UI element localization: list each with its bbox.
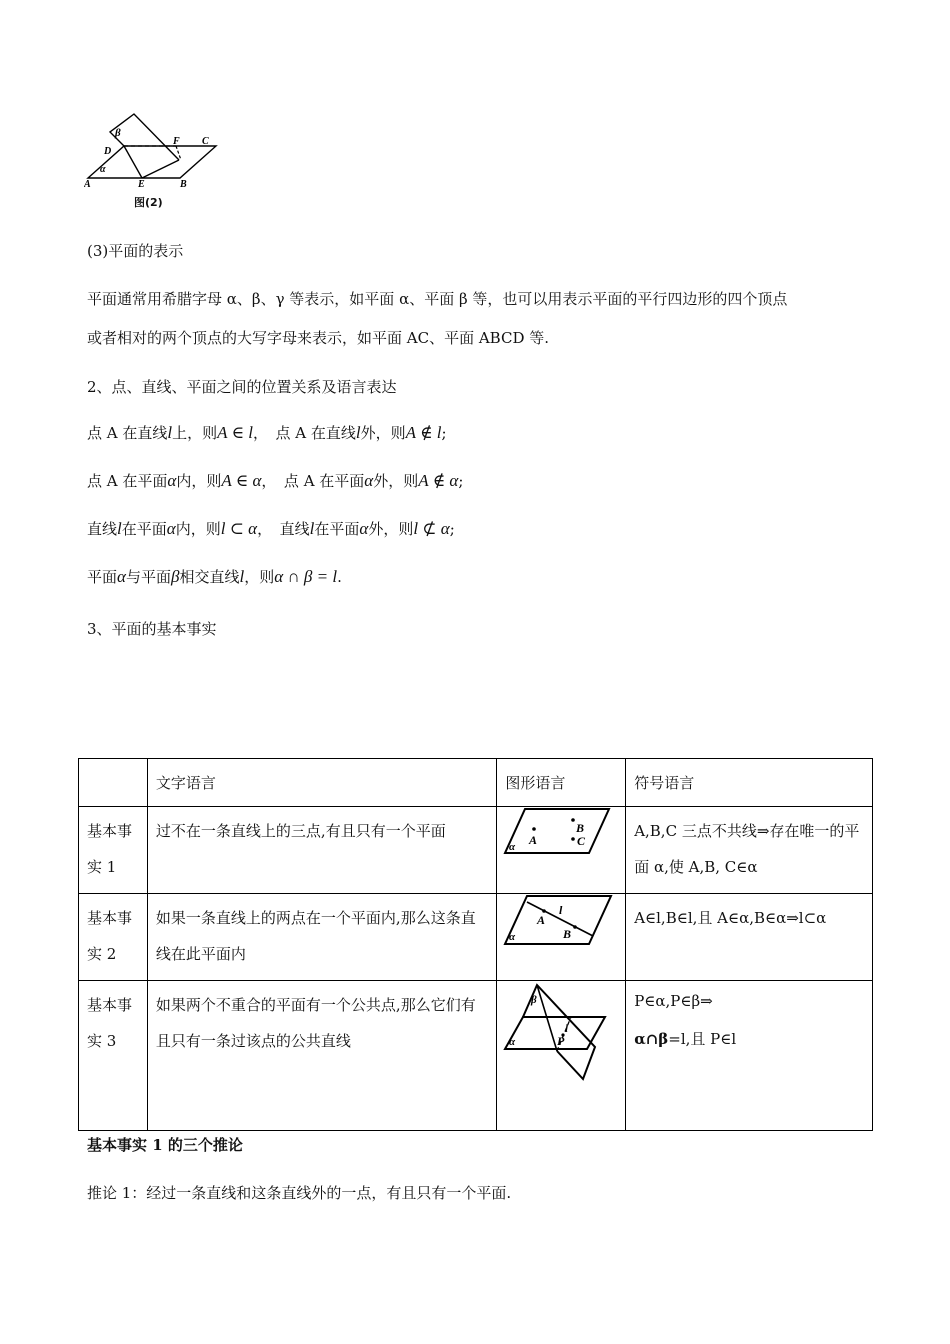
fact2-label-alpha: α <box>509 931 516 943</box>
fact2-label-B: B <box>563 927 572 941</box>
fact-figure-cell <box>497 807 626 894</box>
fact1-label-B: B <box>576 821 585 835</box>
fact-figure-cell <box>497 894 626 981</box>
fig2-label-F: F <box>173 136 180 147</box>
fig2-label-E: E <box>138 179 145 190</box>
relation-plane-plane: 平面α与平面β相交直线l，则α ∩ β = l. <box>87 567 342 586</box>
relation-point-line: 点 A 在直线l上，则A ∈ l， 点 A 在直线l外，则A ∉ l; <box>87 423 447 442</box>
table-header-cell: 文字语言 <box>147 759 496 807</box>
formula-alpha-cap-beta: α ∩ β = l <box>274 567 338 586</box>
fact3-label-beta: β <box>531 994 537 1006</box>
fig2-label-B: B <box>180 179 187 190</box>
table-header-cell: 图形语言 <box>497 759 626 807</box>
fact3-figure <box>497 981 625 1091</box>
corollary-heading: 基本事实 1 的三个推论 <box>87 1136 243 1154</box>
fact-name: 基本事实 1 <box>79 807 148 894</box>
fig2-label-alpha: α <box>100 164 106 175</box>
fact1-label-alpha: α <box>509 841 516 853</box>
fact3-label-P: P <box>557 1034 565 1048</box>
section-heading-relations: 2、点、直线、平面之间的位置关系及语言表达 <box>87 378 397 396</box>
paragraph-representation-line2: 或者相对的两个顶点的大写字母来表示，如平面 AC、平面 ABCD 等. <box>87 329 550 347</box>
fact3-label-l: l <box>565 1023 569 1035</box>
fact-figure-cell <box>497 981 626 1131</box>
formula-l-notsubset-alpha: l ⊄ α <box>413 519 450 538</box>
relation-point-plane: 点 A 在平面α内，则A ∈ α， 点 A 在平面α外，则A ∉ α; <box>87 471 464 490</box>
fact1-label-C: C <box>577 834 586 848</box>
fact2-label-A: A <box>537 913 546 927</box>
formula-l-subset-alpha: l ⊂ α <box>220 519 258 538</box>
fact-text: 如果一条直线上的两点在一个平面内,那么这条直线在此平面内 <box>147 894 496 981</box>
table-header-row <box>79 759 873 807</box>
table-row <box>79 807 873 894</box>
formula-A-notin-alpha: A ∉ α <box>418 471 459 490</box>
fact3-symbol-line1: P∈α,P∈β⇒ <box>634 992 713 1010</box>
fact-symbol: A,B,C 三点不共线⇒存在唯一的平面 α,使 A,B, C∈α <box>626 807 873 894</box>
relation-line-plane: 直线l在平面α内，则l ⊂ α， 直线l在平面α外，则l ⊄ α; <box>87 519 455 538</box>
fact-symbol: A∈l,B∈l,且 A∈α,B∈α⇒l⊂α <box>626 894 873 981</box>
fig2-label-D: D <box>104 146 112 157</box>
fact2-figure <box>497 894 625 974</box>
fig2-label-A: A <box>84 179 91 190</box>
fact-name: 基本事实 2 <box>79 894 148 981</box>
formula-A-in-alpha: A ∈ α <box>221 471 262 490</box>
basic-facts-table <box>78 758 873 1131</box>
table-header-cell: 符号语言 <box>626 759 873 807</box>
corollary-1: 推论 1：经过一条直线和这条直线外的一点，有且只有一个平面. <box>87 1184 512 1202</box>
fact-text: 如果两个不重合的平面有一个公共点,那么它们有且只有一条过该点的公共直线 <box>147 981 496 1131</box>
fact1-figure <box>497 807 625 887</box>
table-header-cell <box>79 759 148 807</box>
fact2-label-l: l <box>559 903 563 917</box>
formula-A-in-l: A ∈ l <box>217 423 254 442</box>
table-row <box>79 894 873 981</box>
section-heading-basic-facts: 3、平面的基本事实 <box>87 620 217 638</box>
figure-2 <box>84 108 224 210</box>
figure-2-caption: 图(2) <box>134 196 163 209</box>
fact1-label-A: A <box>529 833 538 847</box>
fact-text: 过不在一条直线上的三点,有且只有一个平面 <box>147 807 496 894</box>
fig2-label-beta: β <box>115 127 121 139</box>
fact3-symbol-line2: α∩β=l,且 P∈l <box>634 1030 737 1048</box>
formula-A-notin-l: A ∉ l <box>405 423 442 442</box>
fact-symbol <box>626 981 873 1131</box>
fig2-label-C: C <box>202 136 209 147</box>
paragraph-representation-line1: 平面通常用希腊字母 α、β、γ 等表示，如平面 α、平面 β 等，也可以用表示平面的平行四边形的四个顶点 <box>87 290 788 308</box>
fact3-label-alpha: α <box>509 1036 516 1048</box>
section-heading-representation: (3)平面的表示 <box>87 242 184 260</box>
table-row <box>79 981 873 1131</box>
fact-name: 基本事实 3 <box>79 981 148 1131</box>
